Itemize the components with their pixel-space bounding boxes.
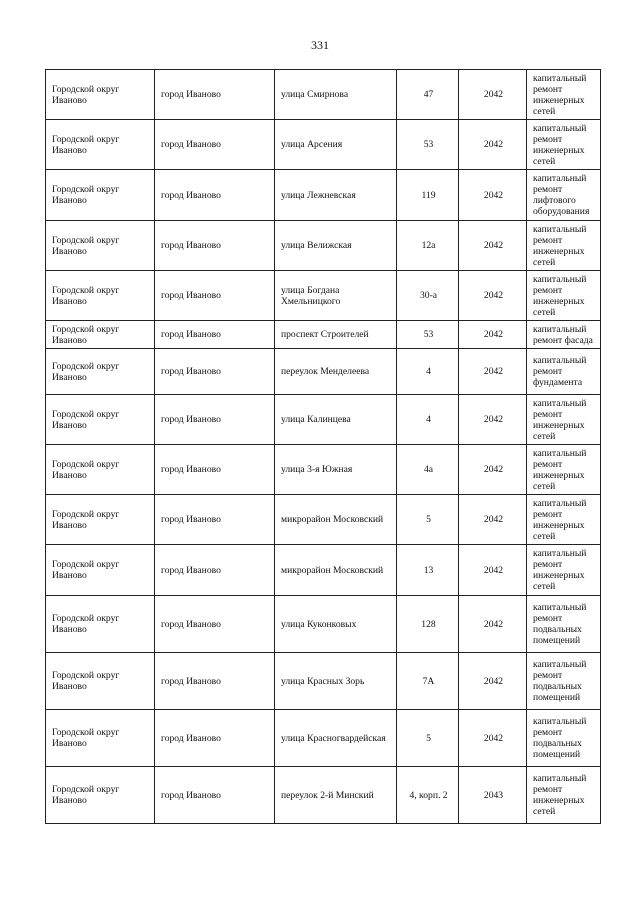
locality-cell: город Иваново <box>155 767 275 824</box>
municipality-cell: Городской округ Иваново <box>46 349 155 395</box>
year-cell: 2043 <box>459 767 527 824</box>
year-cell: 2042 <box>459 445 527 495</box>
locality-cell: город Иваново <box>155 445 275 495</box>
municipality-cell: Городской округ Иваново <box>46 445 155 495</box>
work-type-cell: капитальный ремонт подвальных помещений <box>527 596 601 653</box>
repair-schedule-table <box>45 69 601 824</box>
house-number-cell: 53 <box>397 321 459 349</box>
table-row <box>46 349 601 395</box>
street-cell: улица Красных Зорь <box>275 653 397 710</box>
street-cell: микрорайон Московский <box>275 545 397 596</box>
work-type-cell: капитальный ремонт инженерных сетей <box>527 271 601 321</box>
street-cell: микрорайон Московский <box>275 495 397 545</box>
table-row <box>46 767 601 824</box>
locality-cell: город Иваново <box>155 596 275 653</box>
table-row <box>46 653 601 710</box>
house-number-cell: 119 <box>397 170 459 221</box>
municipality-cell: Городской округ Иваново <box>46 70 155 120</box>
table-row <box>46 596 601 653</box>
year-cell: 2042 <box>459 221 527 271</box>
table-row <box>46 395 601 445</box>
table-body <box>46 70 601 824</box>
municipality-cell: Городской округ Иваново <box>46 221 155 271</box>
year-cell: 2042 <box>459 70 527 120</box>
street-cell: улица Смирнова <box>275 70 397 120</box>
work-type-cell: капитальный ремонт инженерных сетей <box>527 495 601 545</box>
locality-cell: город Иваново <box>155 710 275 767</box>
table-row <box>46 170 601 221</box>
year-cell: 2042 <box>459 271 527 321</box>
house-number-cell: 128 <box>397 596 459 653</box>
municipality-cell: Городской округ Иваново <box>46 321 155 349</box>
year-cell: 2042 <box>459 653 527 710</box>
street-cell: улица Калинцева <box>275 395 397 445</box>
table-row <box>46 495 601 545</box>
work-type-cell: капитальный ремонт фундамента <box>527 349 601 395</box>
work-type-cell: капитальный ремонт инженерных сетей <box>527 221 601 271</box>
table-row <box>46 120 601 170</box>
work-type-cell: капитальный ремонт инженерных сетей <box>527 120 601 170</box>
house-number-cell: 4 <box>397 395 459 445</box>
house-number-cell: 13 <box>397 545 459 596</box>
municipality-cell: Городской округ Иваново <box>46 653 155 710</box>
locality-cell: город Иваново <box>155 170 275 221</box>
street-cell: переулок 2-й Минский <box>275 767 397 824</box>
year-cell: 2042 <box>459 395 527 445</box>
house-number-cell: 30-а <box>397 271 459 321</box>
house-number-cell: 4, корп. 2 <box>397 767 459 824</box>
locality-cell: город Иваново <box>155 545 275 596</box>
house-number-cell: 4 <box>397 349 459 395</box>
municipality-cell: Городской округ Иваново <box>46 545 155 596</box>
work-type-cell: капитальный ремонт фасада <box>527 321 601 349</box>
street-cell: переулок Менделеева <box>275 349 397 395</box>
year-cell: 2042 <box>459 349 527 395</box>
year-cell: 2042 <box>459 495 527 545</box>
municipality-cell: Городской округ Иваново <box>46 395 155 445</box>
house-number-cell: 12а <box>397 221 459 271</box>
street-cell: проспект Строителей <box>275 321 397 349</box>
work-type-cell: капитальный ремонт инженерных сетей <box>527 395 601 445</box>
street-cell: улица Велижская <box>275 221 397 271</box>
street-cell: улица Красногвардейская <box>275 710 397 767</box>
table-row <box>46 271 601 321</box>
work-type-cell: капитальный ремонт подвальных помещений <box>527 653 601 710</box>
year-cell: 2042 <box>459 710 527 767</box>
table-row <box>46 221 601 271</box>
work-type-cell: капитальный ремонт лифтового оборудования <box>527 170 601 221</box>
house-number-cell: 53 <box>397 120 459 170</box>
municipality-cell: Городской округ Иваново <box>46 120 155 170</box>
year-cell: 2042 <box>459 321 527 349</box>
work-type-cell: капитальный ремонт инженерных сетей <box>527 767 601 824</box>
street-cell: улица Лежневская <box>275 170 397 221</box>
locality-cell: город Иваново <box>155 221 275 271</box>
street-cell: улица Куконковых <box>275 596 397 653</box>
house-number-cell: 7А <box>397 653 459 710</box>
work-type-cell: капитальный ремонт инженерных сетей <box>527 545 601 596</box>
page-number: 331 <box>311 38 329 52</box>
work-type-cell: капитальный ремонт подвальных помещений <box>527 710 601 767</box>
house-number-cell: 5 <box>397 495 459 545</box>
locality-cell: город Иваново <box>155 321 275 349</box>
year-cell: 2042 <box>459 545 527 596</box>
street-cell: улица Арсения <box>275 120 397 170</box>
street-cell: улица 3-я Южная <box>275 445 397 495</box>
work-type-cell: капитальный ремонт инженерных сетей <box>527 445 601 495</box>
municipality-cell: Городской округ Иваново <box>46 767 155 824</box>
locality-cell: город Иваново <box>155 653 275 710</box>
locality-cell: город Иваново <box>155 70 275 120</box>
locality-cell: город Иваново <box>155 271 275 321</box>
house-number-cell: 47 <box>397 70 459 120</box>
table-row <box>46 710 601 767</box>
locality-cell: город Иваново <box>155 495 275 545</box>
street-cell: улица Богдана Хмельницкого <box>275 271 397 321</box>
municipality-cell: Городской округ Иваново <box>46 710 155 767</box>
table-row <box>46 70 601 120</box>
work-type-cell: капитальный ремонт инженерных сетей <box>527 70 601 120</box>
municipality-cell: Городской округ Иваново <box>46 596 155 653</box>
table-row <box>46 445 601 495</box>
locality-cell: город Иваново <box>155 349 275 395</box>
year-cell: 2042 <box>459 120 527 170</box>
locality-cell: город Иваново <box>155 395 275 445</box>
year-cell: 2042 <box>459 596 527 653</box>
year-cell: 2042 <box>459 170 527 221</box>
table-row <box>46 321 601 349</box>
municipality-cell: Городской округ Иваново <box>46 271 155 321</box>
house-number-cell: 5 <box>397 710 459 767</box>
municipality-cell: Городской округ Иваново <box>46 170 155 221</box>
table-row <box>46 545 601 596</box>
locality-cell: город Иваново <box>155 120 275 170</box>
house-number-cell: 4а <box>397 445 459 495</box>
municipality-cell: Городской округ Иваново <box>46 495 155 545</box>
